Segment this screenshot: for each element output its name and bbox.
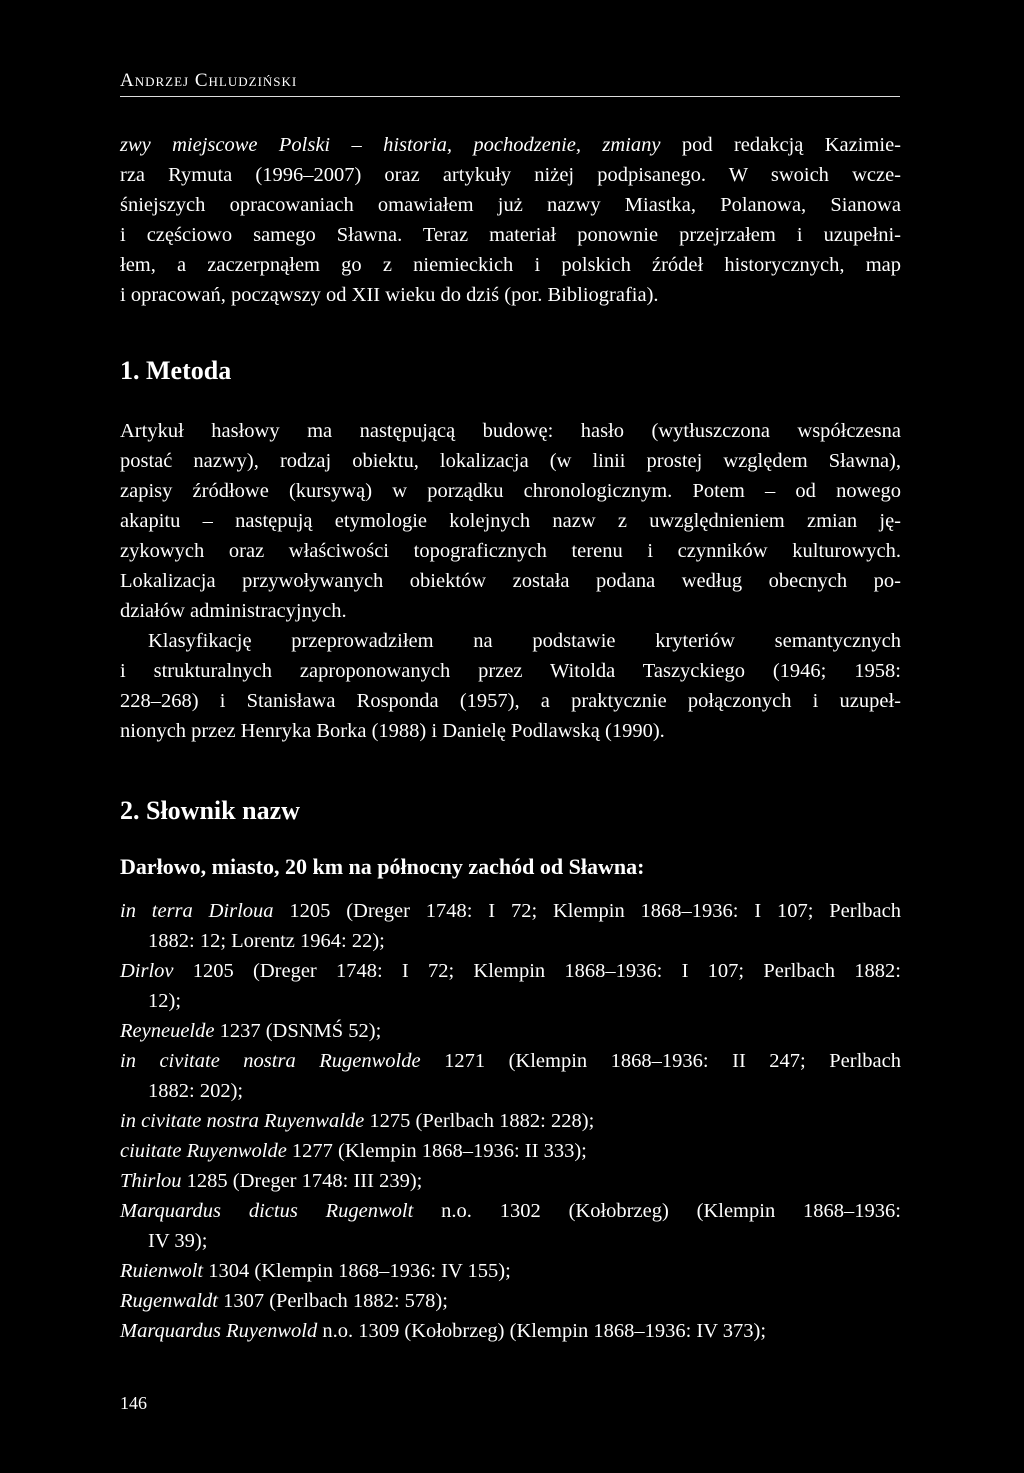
intro-line-5: łem, a zaczerpnąłem go z niemieckich i polskich źródeł historycznych, map <box>120 254 901 276</box>
record-item <box>120 1256 901 1286</box>
record-item <box>120 956 901 1016</box>
record-form: Thirlou <box>120 1170 182 1192</box>
record-item <box>120 1196 901 1256</box>
method-p2-line: Klasyfikację przeprowadziłem na podstawie kryteriów semantycznych <box>148 630 901 652</box>
page-number: 146 <box>120 1393 147 1413</box>
record-form: in civitate nostra Rugenwolde <box>120 1050 421 1072</box>
running-header-author: Andrzej Chludziński <box>120 70 298 91</box>
record-item <box>120 896 901 956</box>
section-heading-method: 1. Metoda <box>120 356 232 385</box>
intro-line-3: śniejszych opracowaniach omawiałem już nazwy Miastka, Polanowa, Sianowa <box>120 194 901 216</box>
record-source: 1285 (Dreger 1748: III 239); <box>181 1170 423 1192</box>
record-source: 1275 (Perlbach 1882: 228); <box>364 1110 595 1132</box>
method-p1-line: Artykuł hasłowy ma następującą budowę: hasło (wytłuszczona współczesna <box>120 420 901 442</box>
source-records <box>120 896 901 1346</box>
intro-line-2: rza Rymuta (1996–2007) oraz artykuły niżej podpisanego. W swoich wcze- <box>120 164 901 186</box>
method-paragraph-1 <box>120 416 901 626</box>
record-source: n.o. 1302 (Kołobrzeg) (Klempin 1868–1936: <box>413 1200 901 1222</box>
section-heading-dictionary: 2. Słownik nazw <box>120 796 300 825</box>
record-continuation: 12); <box>148 990 182 1012</box>
record-item <box>120 1016 901 1046</box>
entry-heading-darlowo: Darłowo, miasto, 20 km na północny zachód od Sławna: <box>120 854 645 879</box>
method-p2-line: i strukturalnych zaproponowanych przez Witolda Taszyckiego (1946; 1958: <box>120 660 901 682</box>
method-paragraph-2 <box>120 626 901 746</box>
record-item <box>120 1286 901 1316</box>
record-form: in terra Dirloua <box>120 900 274 922</box>
record-source: 1205 (Dreger 1748: I 72; Klempin 1868–1936: I 107; Perlbach 1882: <box>173 960 901 982</box>
record-source: 1304 (Klempin 1868–1936: IV 155); <box>203 1260 511 1282</box>
method-p1-line: akapitu – następują etymologie kolejnych nazw z uwzględnieniem zmian ję- <box>120 510 901 532</box>
method-p1-line: zykowych oraz właściwości topograficznych terenu i czynników kulturowych. <box>120 540 901 562</box>
record-source: n.o. 1309 (Kołobrzeg) (Klempin 1868–1936: IV 373); <box>317 1320 767 1342</box>
record-form: in civitate nostra Ruyenwalde <box>120 1110 365 1132</box>
method-p1-line: zapisy źródłowe (kursywą) w porządku chronologicznym. Potem – od nowego <box>120 480 901 502</box>
method-p1-line: postać nazwy), rodzaj obiektu, lokalizacja (w linii prostej względem Sławna), <box>120 450 901 472</box>
record-form: Dirlov <box>120 960 174 982</box>
record-source: 1205 (Dreger 1748: I 72; Klempin 1868–1936: I 107; Perlbach <box>273 900 901 922</box>
method-p2-line: nionych przez Henryka Borka (1988) i Danielę Podlawską (1990). <box>120 720 665 742</box>
record-form: Rugenwaldt <box>120 1290 218 1312</box>
record-continuation: 1882: 202); <box>148 1080 244 1102</box>
record-item <box>120 1046 901 1106</box>
record-item <box>120 1166 901 1196</box>
record-form: Ruienwolt <box>120 1260 204 1282</box>
intro-italic-title: zwy miejscowe Polski – historia, pochodzenie, zmiany <box>120 134 661 156</box>
record-item <box>120 1316 901 1346</box>
method-p1-line: działów administracyjnych. <box>120 600 347 622</box>
record-source: 1271 (Klempin 1868–1936: II 247; Perlbach <box>420 1050 901 1072</box>
record-form: Marquardus Ruyenwold <box>120 1320 318 1342</box>
intro-line-4: i częściowo samego Sławna. Teraz materiał ponownie przejrzałem i uzupełni- <box>120 224 901 246</box>
method-p1-line: Lokalizacja przywoływanych obiektów została podana według obecnych po- <box>120 570 901 592</box>
record-continuation: 1882: 12; Lorentz 1964: 22); <box>148 930 385 952</box>
record-source: 1307 (Perlbach 1882: 578); <box>217 1290 448 1312</box>
header-rule <box>120 96 900 97</box>
method-p2-line: 228–268) i Stanisława Rosponda (1957), a praktycznie połączonych i uzupeł- <box>120 690 901 712</box>
record-form: Reyneuelde <box>120 1020 215 1042</box>
record-item <box>120 1106 901 1136</box>
intro-line-1-rest: pod redakcją Kazimie- <box>660 134 901 156</box>
intro-line-1 <box>120 130 901 160</box>
record-form: Marquardus dictus Rugenwolt <box>120 1200 414 1222</box>
intro-line-6: i opracowań, począwszy od XII wieku do dziś (por. Bibliografia). <box>120 284 659 306</box>
record-source: 1277 (Klempin 1868–1936: II 333); <box>286 1140 587 1162</box>
record-source: 1237 (DSNMŚ 52); <box>214 1020 382 1042</box>
record-form: ciuitate Ruyenwolde <box>120 1140 287 1162</box>
record-item <box>120 1136 901 1166</box>
intro-paragraph <box>120 130 901 310</box>
record-continuation: IV 39); <box>148 1230 208 1252</box>
